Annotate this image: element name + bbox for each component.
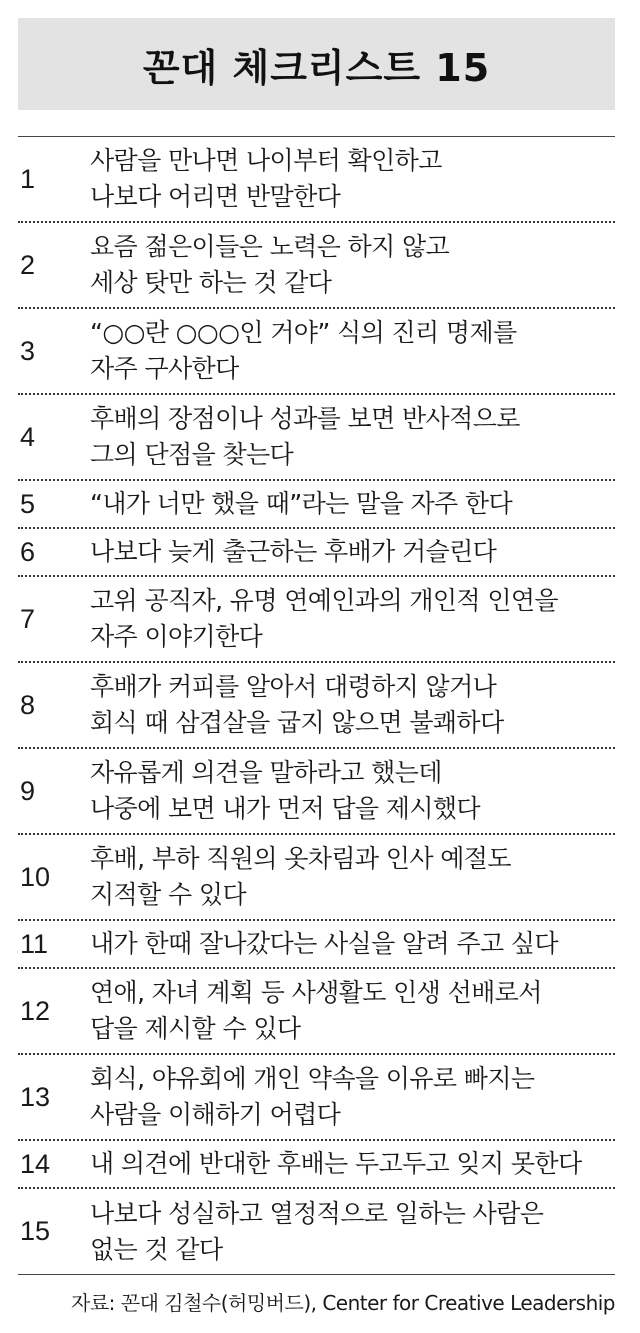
list-item xyxy=(18,395,615,481)
item-text: 후배가 커피를 알아서 대령하지 않거나 회식 때 삼겹살을 굽지 않으면 불쾌하다 xyxy=(90,672,504,737)
list-item xyxy=(18,481,615,529)
checklist-infographic xyxy=(18,18,615,1316)
item-number: 2 xyxy=(20,249,36,280)
item-number: 3 xyxy=(20,335,36,366)
item-number: 14 xyxy=(20,1148,51,1179)
item-number: 15 xyxy=(20,1216,51,1246)
checklist xyxy=(18,137,615,1275)
item-text: 자유롭게 의견을 말하라고 했는데 나중에 보면 내가 먼저 답을 제시했다 xyxy=(90,758,480,823)
item-text: 나보다 성실하고 열정적으로 일하는 사람은 없는 것 같다 xyxy=(90,1198,544,1264)
item-number: 7 xyxy=(20,603,36,634)
list-item xyxy=(18,749,615,835)
item-number: 9 xyxy=(20,775,36,806)
item-number: 6 xyxy=(20,536,36,567)
item-number: 11 xyxy=(20,928,49,959)
list-item xyxy=(18,137,615,223)
item-text: 사람을 만나면 나이부터 확인하고 나보다 어리면 반말한다 xyxy=(90,146,442,211)
item-text: 후배, 부하 직원의 옷차림과 인사 예절도 지적할 수 있다 xyxy=(90,844,511,909)
list-item xyxy=(18,309,615,395)
list-item xyxy=(18,1141,615,1189)
item-number: 13 xyxy=(20,1081,51,1112)
item-text: 후배의 장점이나 성과를 보면 반사적으로 그의 단점을 찾는다 xyxy=(90,404,520,469)
item-number: 12 xyxy=(20,995,51,1026)
item-text: 나보다 늦게 출근하는 후배가 거슬린다 xyxy=(90,537,497,566)
list-item xyxy=(18,835,615,921)
item-text: 내 의견에 반대한 후배는 두고두고 잊지 못한다 xyxy=(90,1149,582,1178)
source-credit: 자료: 꼰대 김철수(허밍버드), Center for Creative Leadership xyxy=(71,1291,615,1315)
item-number: 8 xyxy=(20,689,36,720)
item-text: 회식, 야유회에 개인 약속을 이유로 빠지는 사람을 이해하기 어렵다 xyxy=(90,1064,535,1129)
page-title: 꼰대 체크리스트 15 xyxy=(142,45,491,90)
item-number: 10 xyxy=(20,861,51,892)
item-text: “○○란 ○○○인 거야” 식의 진리 명제를 자주 구사한다 xyxy=(90,318,517,383)
list-item xyxy=(18,921,615,969)
list-item xyxy=(18,223,615,309)
item-number: 1 xyxy=(20,163,36,194)
list-item xyxy=(18,663,615,749)
list-item xyxy=(18,577,615,663)
item-text: 내가 한때 잘나갔다는 사실을 알려 주고 싶다 xyxy=(90,929,558,958)
item-text: “내가 너만 했을 때”라는 말을 자주 한다 xyxy=(90,489,513,518)
list-item xyxy=(18,529,615,577)
item-number: 5 xyxy=(20,488,36,519)
item-text: 요즘 젊은이들은 노력은 하지 않고 세상 탓만 하는 것 같다 xyxy=(90,232,450,297)
item-number: 4 xyxy=(20,421,36,452)
list-item xyxy=(18,969,615,1055)
item-text: 고위 공직자, 유명 연예인과의 개인적 인연을 자주 이야기한다 xyxy=(90,586,558,651)
list-item xyxy=(18,1189,615,1275)
list-item xyxy=(18,1055,615,1141)
item-text: 연애, 자녀 계획 등 사생활도 인생 선배로서 답을 제시할 수 있다 xyxy=(90,978,542,1043)
title-banner xyxy=(18,18,615,110)
